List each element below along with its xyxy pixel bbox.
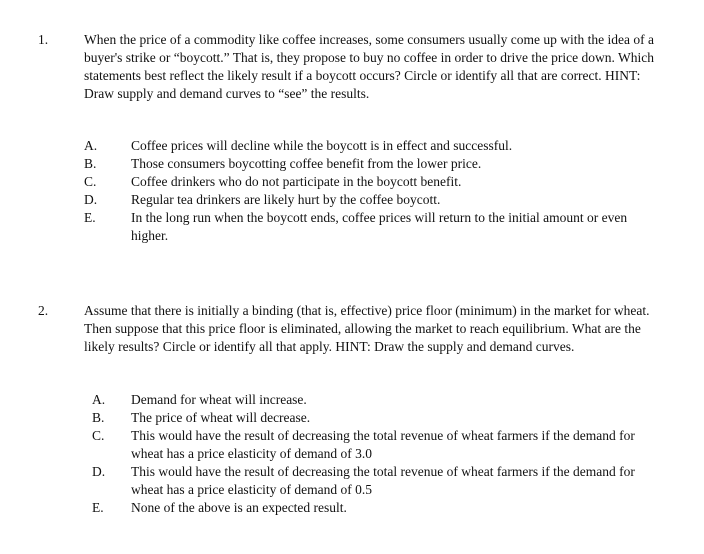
option-c	[84, 173, 664, 191]
option-text: Those consumers boycotting coffee benefit from the lower price.	[131, 156, 482, 171]
question-stem: When the price of a commodity like coffee increases, some consumers usually come up with the idea of a buyer's strike or “boycott.” That is, they propose to buy no coffee in order to drive the price down. Which statements best reflect the likely result if a boycott occurs? Circle or identify all that are correct. HINT: Draw supply and demand curves to “see” the results.	[84, 32, 655, 101]
option-d	[84, 463, 664, 499]
option-c	[84, 427, 664, 463]
option-letter: A.	[84, 138, 98, 153]
option-b	[84, 155, 664, 173]
option-e	[84, 209, 664, 245]
option-letter: B.	[84, 156, 97, 171]
option-letter: D.	[92, 464, 106, 479]
option-text: Coffee prices will decline while the boycott is in effect and successful.	[131, 138, 513, 153]
question-number: 2.	[38, 303, 49, 318]
option-b	[84, 409, 664, 427]
answer-options	[84, 391, 664, 517]
question-number: 1.	[38, 32, 49, 47]
option-letter: C.	[84, 174, 97, 189]
question-stem: Assume that there is initially a binding (that is, effective) price floor (minimum) in the market for wheat. Then suppose that this price floor is eliminated, allowing the market to reach equilibrium. What are the likely results? Circle or identify all that apply. HINT: Draw the supply and demand curves.	[84, 303, 650, 354]
option-text: The price of wheat will decrease.	[131, 410, 311, 425]
option-letter: E.	[92, 500, 104, 515]
option-text: This would have the result of decreasing the total revenue of wheat farmers if the demand for wheat has a price elasticity of demand of 3.0	[131, 428, 635, 461]
option-text: This would have the result of decreasing the total revenue of wheat farmers if the demand for wheat has a price elasticity of demand of 0.5	[131, 464, 635, 497]
option-d	[84, 191, 664, 209]
answer-options	[84, 137, 664, 245]
option-letter: A.	[92, 392, 106, 407]
option-a	[84, 391, 664, 409]
option-text: Coffee drinkers who do not participate in the boycott benefit.	[131, 174, 462, 189]
option-text: Demand for wheat will increase.	[131, 392, 307, 407]
option-letter: C.	[92, 428, 105, 443]
option-text: In the long run when the boycott ends, coffee prices will return to the initial amount or even higher.	[131, 210, 628, 243]
option-letter: D.	[84, 192, 98, 207]
option-letter: B.	[92, 410, 105, 425]
option-a	[84, 137, 664, 155]
option-text: Regular tea drinkers are likely hurt by the coffee boycott.	[131, 192, 441, 207]
option-letter: E.	[84, 210, 96, 225]
option-e	[84, 499, 664, 517]
option-text: None of the above is an expected result.	[131, 500, 347, 515]
